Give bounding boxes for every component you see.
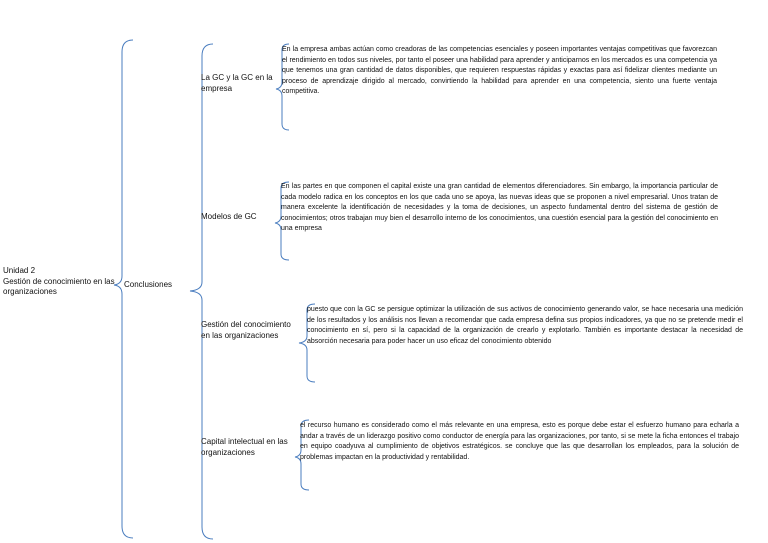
topic-1-label: La GC y la GC en la empresa <box>201 73 273 93</box>
root-node <box>3 266 121 298</box>
topic-4-label: Capital intelectual en las organizaciones <box>201 437 288 457</box>
topic-3-label: Gestión del conocimiento en las organizaciones <box>201 320 291 340</box>
topic-1-text: En la empresa ambas actúan como creadoras de las competencias esenciales y poseen importantes ventajas competitivas que favorezcan el rendimiento en todos sus niveles, por tanto el poseer una habilidad para aprender y anticiparnos en los mercados es una competencia ya que tenemos una gran cantidad de datos disponibles, que requieren respuestas rápidas y exactas para así fidelizar clientes mediante un proceso de aprendizaje dirigido al mercado, convirtiendo la habilidad para aprender en una competencia, siento una fuerte ventaja competitiva. <box>282 46 717 96</box>
topic-4-text: el recurso humano es considerado como el más relevante en una empresa, esto es porque debe estar el esfuerzo humano para echarla a andar a través de un liderazgo positivo como conductor de energía para las organizaciones, por tanto, si se mete la ficha entonces el trabajo en equipo coadyuva al cumplimiento de objetivos estratégicos. se concluye que las que desarrollan los empleados, para la solución de problemas impactan en la productividad y rentabilidad. <box>300 422 739 461</box>
conclusiones-node: Conclusiones <box>124 280 173 289</box>
root-subtitle: Gestión de conocimiento en las organizaciones <box>3 276 115 296</box>
conclusiones-brace <box>190 44 213 539</box>
topic-2-label: Modelos de GC <box>201 212 257 221</box>
root-title: Unidad 2 <box>3 266 36 275</box>
topic-3-text: puesto que con la GC se persigue optimizar la utilización de sus activos de conocimiento generando valor, se hace necesaria una medición de los resultados y los análisis nos llevan a recomendar que cada empresa defina sus propios indicadores, ya que no se pretende medir el conocimiento en sí, pero si la capacidad de la organización de crearlo y explotarlo. También es importante destacar la necesidad de absorción necesaria para poder hacer un uso eficaz del conocimiento obtenido <box>307 306 743 345</box>
topic-2-text: En las partes en que componen el capital existe una gran cantidad de elementos diferenciadores. Sin embargo, la importancia particular de cada modelo radica en los conceptos en los que cada uno se apoya, las nuevas ideas que se proponen a nivel empresarial. Unos tratan de manera excelente la identificación de necesidades y la toma de decisiones, un aspecto fundamental dentro del sistema de gestión de conocimientos; otros trabajan muy bien el desarrollo interno de los conocimientos, una cuestión esencial para la gestión del conocimiento en una empresa <box>281 183 718 233</box>
